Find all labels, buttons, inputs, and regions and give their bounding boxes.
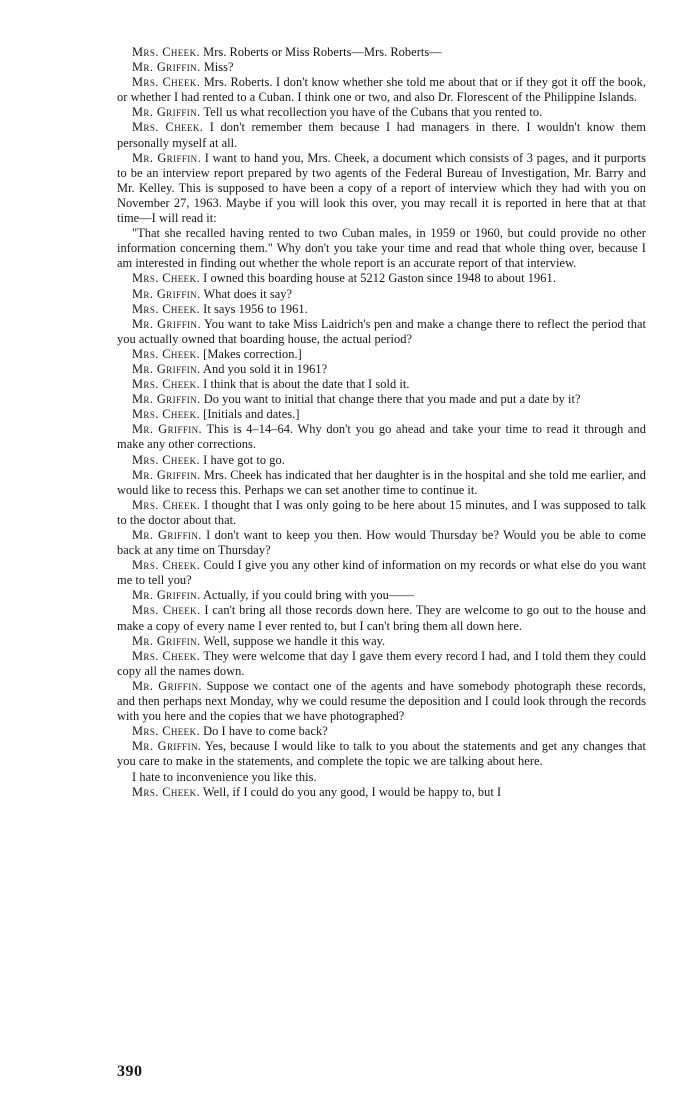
transcript-paragraph xyxy=(117,785,646,800)
speaker-name: Mrs. Cheek. xyxy=(132,75,201,90)
speaker-name: Mrs. Cheek. xyxy=(132,301,200,316)
speaker-name: Mr. Griffin. xyxy=(132,316,201,331)
paragraph-text: You want to take Miss Laidrich's pen and make a change there to reflect the period that you actually owned that boarding house, the actual period? xyxy=(117,316,646,346)
transcript-paragraph xyxy=(117,588,646,603)
paragraph-text: And you sold it in 1961? xyxy=(203,361,328,376)
speaker-name: Mrs. Cheek. xyxy=(132,271,200,286)
transcript-paragraph xyxy=(117,407,646,422)
paragraph-text: It says 1956 to 1961. xyxy=(203,301,308,316)
paragraph-text: Suppose we contact one of the agents and have somebody photograph these records, and then perhaps next Monday, why we could resume the deposition and I could look through the records with you here and the copies that we have photographed? xyxy=(117,678,646,724)
speaker-name: Mrs. Cheek. xyxy=(132,724,200,739)
speaker-name: Mrs. Cheek. xyxy=(132,784,200,799)
paragraph-text: I owned this boarding house at 5212 Gaston since 1948 to about 1961. xyxy=(203,271,556,286)
speaker-name: Mrs. Cheek. xyxy=(132,45,200,59)
paragraph-text: Mrs. Roberts or Miss Roberts—Mrs. Roberts— xyxy=(203,45,442,59)
speaker-name: Mrs. Cheek. xyxy=(132,558,201,573)
speaker-name: Mrs. Cheek. xyxy=(132,120,204,135)
speaker-name: Mrs. Cheek. xyxy=(132,377,200,392)
transcript-paragraph xyxy=(117,649,646,679)
transcript-paragraph xyxy=(117,739,646,769)
paragraph-text: I want to hand you, Mrs. Cheek, a document which consists of 3 pages, and it purports to be an interview report prepared by two agents of the Federal Bureau of Investigation, Mr. Barry and Mr. Kelley. This is supposed to have been a copy of a report of interview which they had with you on November 27, 1963. Maybe if you will look this over, you may recall it is reported in here that at that time—I will read it: xyxy=(117,150,647,226)
paragraph-text: Could I give you any other kind of information on my records or what else do you want me to tell you? xyxy=(117,558,646,588)
paragraph-text: I think that is about the date that I sold it. xyxy=(203,377,410,392)
transcript-paragraph xyxy=(117,362,646,377)
transcript-paragraph xyxy=(117,377,646,392)
speaker-name: Mr. Griffin. xyxy=(132,467,201,482)
paragraph-text: Well, if I could do you any good, I would be happy to, but I xyxy=(202,784,502,799)
transcript-paragraph xyxy=(117,105,646,120)
paragraph-text: I can't bring all those records down here. They are welcome to go out to the house and make a copy of every name I ever rented to, but I can't bring them all down here. xyxy=(117,603,646,633)
speaker-name: Mrs. Cheek. xyxy=(132,648,201,663)
transcript-paragraph xyxy=(117,392,646,407)
paragraph-text: They were welcome that day I gave them every record I had, and I told them they could copy all the names down. xyxy=(117,648,646,678)
speaker-name: Mr. Griffin. xyxy=(132,361,201,376)
transcript-paragraph xyxy=(117,287,646,302)
speaker-name: Mrs. Cheek. xyxy=(132,407,200,422)
transcript-paragraph xyxy=(117,75,646,105)
transcript-paragraph xyxy=(117,120,646,150)
transcript-paragraph xyxy=(117,770,646,785)
paragraph-text: I thought that I was only going to be here about 15 minutes, and I was supposed to talk to the doctor about that. xyxy=(117,497,647,527)
transcript-paragraph xyxy=(117,498,646,528)
paragraph-text: [Makes correction.] xyxy=(203,346,302,361)
speaker-name: Mrs. Cheek. xyxy=(132,497,201,512)
speaker-name: Mr. Griffin. xyxy=(132,588,201,603)
transcript-paragraph xyxy=(117,724,646,739)
transcript-paragraph xyxy=(117,528,646,558)
paragraph-text: What does it say? xyxy=(203,286,293,301)
speaker-name: Mr. Griffin. xyxy=(132,739,202,754)
transcript-paragraph xyxy=(117,468,646,498)
speaker-name: Mr. Griffin. xyxy=(132,528,202,542)
paragraph-text: Mrs. Cheek has indicated that her daughter is in the hospital and she told me earlier, and would like to recess this. Perhaps we can set another time to continue it. xyxy=(117,467,646,497)
page-number: 390 xyxy=(117,1063,143,1080)
transcript-paragraph xyxy=(117,45,646,60)
transcript-paragraph xyxy=(117,317,646,347)
speaker-name: Mr. Griffin. xyxy=(132,422,203,437)
paragraph-text: Well, suppose we handle it this way. xyxy=(203,633,386,648)
transcript-paragraph xyxy=(117,302,646,317)
paragraph-text: Mrs. Roberts. I don't know whether she told me about that or if they got it off the book, or whether I had rented to a Cuban. I think one or two, and also Dr. Florescent of the Philippine Islands. xyxy=(117,75,646,105)
speaker-name: Mr. Griffin. xyxy=(132,633,201,648)
paragraph-text: "That she recalled having rented to two Cuban males, in 1959 or 1960, but could provide no other information concerning them." Why don't you take your time and read that whole thing over, because I am interested in finding out whether the whole report is an accurate report of that interview. xyxy=(117,226,646,271)
transcript-body xyxy=(117,45,646,800)
paragraph-text: I don't want to keep you then. How would Thursday be? Would you be able to come back at any time on Thursday? xyxy=(117,528,646,558)
paragraph-text: Actually, if you could bring with you—— xyxy=(203,588,414,603)
paragraph-text: Yes, because I would like to talk to you about the statements and get any changes that you care to make in the statements, and complete the topic we are talking about here. xyxy=(117,739,646,769)
transcript-paragraph xyxy=(117,271,646,286)
transcript-paragraph xyxy=(117,60,646,75)
speaker-name: Mr. Griffin. xyxy=(132,150,202,165)
paragraph-text: Tell us what recollection you have of the Cubans that you rented to. xyxy=(203,105,543,120)
speaker-name: Mrs. Cheek. xyxy=(132,452,200,467)
paragraph-text: This is 4–14–64. Why don't you go ahead and take your time to read it through and make any other corrections. xyxy=(117,422,646,452)
transcript-paragraph xyxy=(117,453,646,468)
speaker-name: Mr. Griffin. xyxy=(132,286,201,301)
transcript-paragraph xyxy=(117,558,646,588)
paragraph-text: I don't remember them because I had managers in there. I wouldn't know them personally myself at all. xyxy=(117,120,646,150)
transcript-paragraph xyxy=(117,679,646,724)
paragraph-text: Miss? xyxy=(203,60,234,75)
transcript-paragraph xyxy=(117,422,646,452)
transcript-paragraph xyxy=(117,226,646,271)
paragraph-text: I hate to inconvenience you like this. xyxy=(132,769,317,784)
speaker-name: Mr. Griffin. xyxy=(132,678,203,693)
speaker-name: Mr. Griffin. xyxy=(132,392,201,407)
paragraph-text: Do I have to come back? xyxy=(203,724,328,739)
speaker-name: Mrs. Cheek. xyxy=(132,603,201,618)
paragraph-text: Do you want to initial that change there that you made and put a date by it? xyxy=(203,392,581,407)
paragraph-text: I have got to go. xyxy=(203,452,285,467)
speaker-name: Mr. Griffin. xyxy=(132,60,201,75)
transcript-paragraph xyxy=(117,347,646,362)
transcript-paragraph xyxy=(117,634,646,649)
transcript-paragraph xyxy=(117,603,646,633)
speaker-name: Mr. Griffin. xyxy=(132,105,201,120)
transcript-paragraph xyxy=(117,151,646,226)
paragraph-text: [Initials and dates.] xyxy=(203,407,300,422)
speaker-name: Mrs. Cheek. xyxy=(132,346,200,361)
